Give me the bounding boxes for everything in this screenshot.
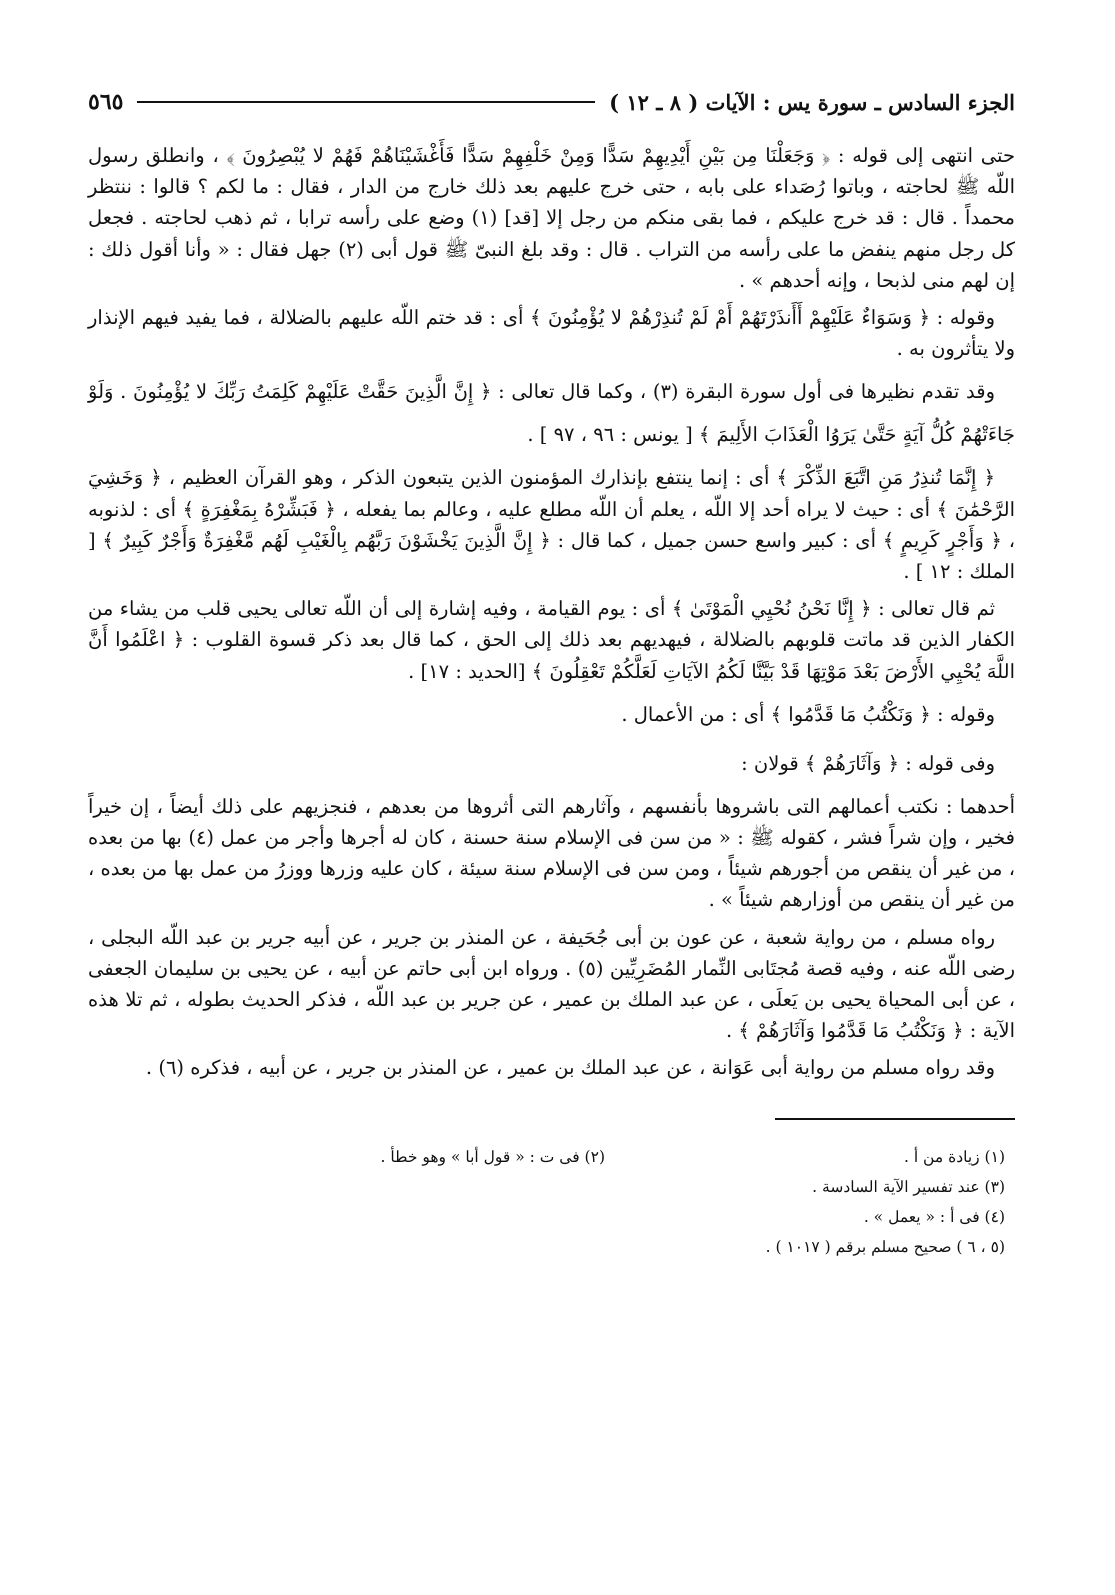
footnote-row: [88, 1142, 1005, 1172]
paragraph: أحدهما : نكتب أعمالهم التى باشروها بأنفسهم ، وآثارهم التى أثروها من بعدهم ، فنجزيهم على ذلك أيضاً ، إن خيراً فخير ، وإن شراً فشر ، كقوله ﷺ : « من سن فى الإسلام سنة حسنة ، كان له أجرها وأجر من عمل (٤) بها من بعده ، من غير أن ينقص من أجورهم شيئاً ، ومن سن فى الإسلام سنة سيئة ، كان عليه وزرها ووزرُ من عمل بها من بعده ، من غير أن ينقص من أوزارهم شيئاً » .: [88, 794, 1015, 912]
paragraph: حتى انتهى إلى قوله : ﴿ وَجَعَلْنَا مِن بَيْنِ أَيْدِيهِمْ سَدًّا وَمِنْ خَلْفِهِمْ سَدًّا فَأَغْشَيْنَاهُمْ فَهُمْ لا يُبْصِرُونَ ﴾ ، وانطلق رسول اللّه ﷺ لحاجته ، وباتوا رُصَداء على بابه ، حتى خرج عليهم بعد ذلك خارج من الدار ، فقال : ما لكم ؟ قالوا : ننتظر محمداً . قال : قد خرج عليكم ، فما بقى منكم من رجل إلا [قد] (١) وضع على رأسه ترابا ، ثم ذهب لحاجته . فجعل كل رجل منهم ينفض ما على رأسه من التراب . قال : وقد بلغ النبىّ ﷺ قول أبى (٢) جهل فقال : « وأنا أقول ذلك : إن لهم منى لذبحا ، وإنه أحدهم » .: [88, 144, 1015, 292]
paragraph: وقوله : ﴿ وَسَوَاءٌ عَلَيْهِمْ أَأَنذَرْتَهُمْ أَمْ لَمْ تُنذِرْهُمْ لا يُؤْمِنُونَ ﴾ أى : قد ختم اللّه عليهم بالضلالة ، فما يفيد فيهم الإنذار ولا يتأثرون به .: [88, 306, 1015, 361]
footnote-separator: [775, 1118, 1015, 1120]
paragraph: ﴿ إِنَّمَا تُنذِرُ مَنِ اتَّبَعَ الذِّكْرَ ﴾ أى : إنما ينتفع بإنذارك المؤمنون الذين يتبعون الذكر ، وهو القرآن العظيم ، ﴿ وَخَشِيَ الرَّحْمَٰنَ ﴾ أى : حيث لا يراه أحد إلا اللّه ، يعلم أن اللّه مطلع عليه ، وعالم بما يفعله ، ﴿ فَبَشِّرْهُ بِمَغْفِرَةٍ ﴾ أى : لذنوبه ، ﴿ وَأَجْرٍ كَرِيمٍ ﴾ أى : كبير واسع حسن جميل ، كما قال : ﴿ إِنَّ الَّذِينَ يَخْشَوْنَ رَبَّهُم بِالْغَيْبِ لَهُم مَّغْفِرَةٌ وَأَجْرٌ كَبِيرٌ ﴾ [ الملك : ١٢ ] .: [88, 466, 1015, 584]
footnote: (٣) عند تفسير الآية السادسة .: [812, 1177, 1005, 1196]
paragraph: وفى قوله : ﴿ وَآثَارَهُمْ ﴾ قولان :: [741, 751, 995, 775]
paragraph: وقوله : ﴿ وَنَكْتُبُ مَا قَدَّمُوا ﴾ أى : من الأعمال .: [621, 702, 995, 726]
paragraph: رواه مسلم ، من رواية شعبة ، عن عون بن أبى جُحَيفة ، عن المنذر بن جرير ، عن أبيه جرير بن عبد اللّه البجلى ، رضى اللّه عنه ، وفيه قصة مُجتَابى النِّمار المُضَرِيِّين (٥) . ورواه ابن أبى حاتم عن أبيه ، عن يحيى بن سليمان الجعفى ، عن أبى المحياة يحيى بن يَعلَى ، عن عبد الملك بن عمير ، عن جرير بن عبد اللّه ، فذكر الحديث بطوله ، ثم تلا هذه الآية : ﴿ وَنَكْتُبُ مَا قَدَّمُوا وَآثَارَهُمْ ﴾ .: [88, 925, 1015, 1043]
header-rule: [137, 101, 595, 103]
main-text: [88, 140, 1015, 1084]
footnote: (٥ ، ٦ ) صحيح مسلم برقم ( ١٠١٧ ) .: [765, 1237, 1005, 1256]
page-number: ٥٦٥: [88, 89, 124, 115]
header-title: الجزء السادس ـ سورة يس : الآيات ( ٨ ـ ١٢ ): [609, 89, 1015, 115]
paragraph: وقد تقدم نظيرها فى أول سورة البقرة (٣) ، وكما قال تعالى : ﴿ إِنَّ الَّذِينَ حَقَّتْ عَلَيْهِمْ كَلِمَتُ رَبِّكَ لا يُؤْمِنُونَ . وَلَوْ جَاءَتْهُمْ كُلُّ آيَةٍ حَتَّىٰ يَرَوُا الْعَذَابَ الأَلِيمَ ﴾ [ يونس : ٩٦ ، ٩٧ ] .: [88, 380, 1015, 447]
footnote: (٤) فى أ : « يعمل » .: [863, 1207, 1005, 1226]
paragraph: وقد رواه مسلم من رواية أبى عَوَانة ، عن عبد الملك بن عمير ، عن المنذر بن جرير ، عن أبيه ، فذكره (٦) .: [145, 1056, 995, 1080]
footnote: (١) زيادة من أ .: [903, 1147, 1005, 1166]
paragraph: ثم قال تعالى : ﴿ إِنَّا نَحْنُ نُحْيِي الْمَوْتَىٰ ﴾ أى : يوم القيامة ، وفيه إشارة إلى أن اللّه تعالى يحيى قلب من يشاء من الكفار الذين قد ماتت قلوبهم بالضلالة ، فيهديهم بعد ذلك إلى الحق ، كما قال بعد ذكر قسوة القلوب : ﴿ اعْلَمُوا أَنَّ اللَّهَ يُحْيِي الأَرْضَ بَعْدَ مَوْتِهَا قَدْ بَيَّنَّا لَكُمُ الآيَاتِ لَعَلَّكُمْ تَعْقِلُونَ ﴾ [الحديد : ١٧] .: [88, 597, 1015, 683]
footnote: (٢) فى ت : « قول أبا » وهو خطأ .: [380, 1147, 605, 1166]
running-header: [88, 78, 1015, 126]
footnotes: [88, 1142, 1015, 1262]
